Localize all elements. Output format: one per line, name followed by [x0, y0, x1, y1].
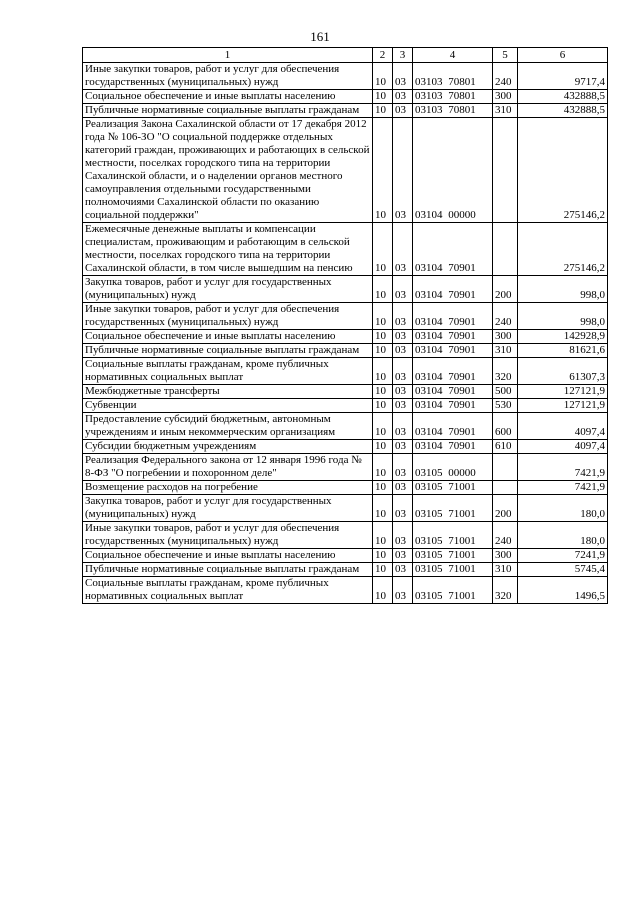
expense-name-cell: Возмещение расходов на погребение: [83, 481, 373, 495]
table-row: [83, 344, 608, 358]
table-row: [83, 563, 608, 577]
expense-name-cell: Социальное обеспечение и иные выплаты населению: [83, 549, 373, 563]
budget-table: [82, 47, 608, 604]
expense-type-cell: 530: [493, 399, 518, 413]
expense-name-cell: Публичные нормативные социальные выплаты гражданам: [83, 104, 373, 118]
section-cell: 10: [373, 522, 393, 549]
subsection-cell: 03: [393, 358, 413, 385]
target-code-cell: 03103 70801: [413, 90, 493, 104]
target-code-cell: 03104 70901: [413, 358, 493, 385]
expense-type-cell: 600: [493, 413, 518, 440]
target-code-cell: 03105 71001: [413, 563, 493, 577]
section-cell: 10: [373, 577, 393, 604]
table-row: [83, 223, 608, 276]
amount-cell: 998,0: [518, 276, 608, 303]
subsection-cell: 03: [393, 522, 413, 549]
target-code-cell: 03105 71001: [413, 522, 493, 549]
subsection-cell: 03: [393, 413, 413, 440]
expense-type-cell: 240: [493, 63, 518, 90]
table-row: [83, 104, 608, 118]
expense-type-cell: 200: [493, 495, 518, 522]
expense-type-cell: 310: [493, 104, 518, 118]
amount-cell: 127121,9: [518, 399, 608, 413]
expense-type-cell: 310: [493, 563, 518, 577]
expense-name-cell: Социальное обеспечение и иные выплаты населению: [83, 90, 373, 104]
expense-name-cell: Ежемесячные денежные выплаты и компенсации специалистам, проживающим и работающим в сельской местности, поселках городского типа на территории Сахалинской области, в том числе вышедшим на пенсию: [83, 223, 373, 276]
expense-type-cell: 500: [493, 385, 518, 399]
expense-name-cell: Субсидии бюджетным учреждениям: [83, 440, 373, 454]
amount-cell: 7421,9: [518, 454, 608, 481]
column-header: 6: [518, 48, 608, 63]
section-cell: 10: [373, 276, 393, 303]
subsection-cell: 03: [393, 276, 413, 303]
section-cell: 10: [373, 303, 393, 330]
column-header: 2: [373, 48, 393, 63]
amount-cell: 142928,9: [518, 330, 608, 344]
target-code-cell: 03105 00000: [413, 454, 493, 481]
target-code-cell: 03104 70901: [413, 440, 493, 454]
section-cell: 10: [373, 63, 393, 90]
table-row: [83, 454, 608, 481]
subsection-cell: 03: [393, 344, 413, 358]
expense-name-cell: Предоставление субсидий бюджетным, автономным учреждениям и иным некоммерческим организациям: [83, 413, 373, 440]
section-cell: 10: [373, 549, 393, 563]
table-row: [83, 276, 608, 303]
expense-name-cell: Публичные нормативные социальные выплаты гражданам: [83, 563, 373, 577]
section-cell: 10: [373, 413, 393, 440]
subsection-cell: 03: [393, 303, 413, 330]
subsection-cell: 03: [393, 223, 413, 276]
amount-cell: 275146,2: [518, 118, 608, 223]
subsection-cell: 03: [393, 104, 413, 118]
amount-cell: 4097,4: [518, 413, 608, 440]
amount-cell: 432888,5: [518, 104, 608, 118]
expense-type-cell: 300: [493, 549, 518, 563]
target-code-cell: 03105 71001: [413, 577, 493, 604]
amount-cell: 9717,4: [518, 63, 608, 90]
expense-type-cell: [493, 454, 518, 481]
amount-cell: 81621,6: [518, 344, 608, 358]
target-code-cell: 03104 70901: [413, 330, 493, 344]
expense-name-cell: Закупка товаров, работ и услуг для государственных (муниципальных) нужд: [83, 276, 373, 303]
table-row: [83, 549, 608, 563]
expense-type-cell: [493, 223, 518, 276]
amount-cell: 180,0: [518, 495, 608, 522]
table-body: [83, 63, 608, 604]
expense-name-cell: Иные закупки товаров, работ и услуг для обеспечения государственных (муниципальных) нужд: [83, 522, 373, 549]
amount-cell: 432888,5: [518, 90, 608, 104]
section-cell: 10: [373, 399, 393, 413]
section-cell: 10: [373, 440, 393, 454]
table-header-row: [83, 48, 608, 63]
expense-name-cell: Социальные выплаты гражданам, кроме публичных нормативных социальных выплат: [83, 358, 373, 385]
target-code-cell: 03105 71001: [413, 549, 493, 563]
expense-type-cell: 310: [493, 344, 518, 358]
table-row: [83, 303, 608, 330]
expense-name-cell: Закупка товаров, работ и услуг для государственных (муниципальных) нужд: [83, 495, 373, 522]
section-cell: 10: [373, 330, 393, 344]
section-cell: 10: [373, 223, 393, 276]
target-code-cell: 03105 71001: [413, 481, 493, 495]
subsection-cell: 03: [393, 385, 413, 399]
amount-cell: 1496,5: [518, 577, 608, 604]
expense-type-cell: [493, 481, 518, 495]
subsection-cell: 03: [393, 563, 413, 577]
expense-type-cell: 240: [493, 522, 518, 549]
expense-name-cell: Иные закупки товаров, работ и услуг для обеспечения государственных (муниципальных) нужд: [83, 303, 373, 330]
subsection-cell: 03: [393, 495, 413, 522]
amount-cell: 7421,9: [518, 481, 608, 495]
expense-type-cell: 320: [493, 358, 518, 385]
subsection-cell: 03: [393, 549, 413, 563]
table-row: [83, 385, 608, 399]
subsection-cell: 03: [393, 63, 413, 90]
table-row: [83, 522, 608, 549]
table-row: [83, 495, 608, 522]
subsection-cell: 03: [393, 440, 413, 454]
expense-type-cell: [493, 118, 518, 223]
amount-cell: 998,0: [518, 303, 608, 330]
amount-cell: 4097,4: [518, 440, 608, 454]
target-code-cell: 03104 70901: [413, 413, 493, 440]
target-code-cell: 03104 00000: [413, 118, 493, 223]
table-row: [83, 90, 608, 104]
expense-name-cell: Субвенции: [83, 399, 373, 413]
expense-name-cell: Социальные выплаты гражданам, кроме публичных нормативных социальных выплат: [83, 577, 373, 604]
target-code-cell: 03103 70801: [413, 104, 493, 118]
table-row: [83, 481, 608, 495]
target-code-cell: 03104 70901: [413, 223, 493, 276]
target-code-cell: 03104 70901: [413, 344, 493, 358]
expense-type-cell: 300: [493, 330, 518, 344]
section-cell: 10: [373, 481, 393, 495]
subsection-cell: 03: [393, 481, 413, 495]
target-code-cell: 03103 70801: [413, 63, 493, 90]
page-number: 161: [310, 29, 330, 44]
expense-name-cell: Межбюджетные трансферты: [83, 385, 373, 399]
expense-name-cell: Реализация Закона Сахалинской области от 17 декабря 2012 года № 106-ЗО "О социальной поддержке отдельных категорий граждан, проживающих и работающих в сельской местности, поселках городского типа на территории Сахалинской области, и о наделении органов местного самоуправления отдельными государственными полномочиями Сахалинской области по оказанию социальной поддержки": [83, 118, 373, 223]
section-cell: 10: [373, 90, 393, 104]
amount-cell: 61307,3: [518, 358, 608, 385]
expense-type-cell: 610: [493, 440, 518, 454]
section-cell: 10: [373, 344, 393, 358]
section-cell: 10: [373, 495, 393, 522]
table-row: [83, 118, 608, 223]
column-header: 1: [83, 48, 373, 63]
expense-type-cell: 320: [493, 577, 518, 604]
column-header: 5: [493, 48, 518, 63]
column-header: 3: [393, 48, 413, 63]
table-row: [83, 358, 608, 385]
table-row: [83, 63, 608, 90]
expense-name-cell: Реализация Федерального закона от 12 января 1996 года № 8-ФЗ "О погребении и похоронном деле": [83, 454, 373, 481]
subsection-cell: 03: [393, 90, 413, 104]
table-row: [83, 330, 608, 344]
amount-cell: 7241,9: [518, 549, 608, 563]
table-row: [83, 413, 608, 440]
expense-name-cell: Иные закупки товаров, работ и услуг для обеспечения государственных (муниципальных) нужд: [83, 63, 373, 90]
section-cell: 10: [373, 454, 393, 481]
table-row: [83, 440, 608, 454]
section-cell: 10: [373, 118, 393, 223]
target-code-cell: 03104 70901: [413, 276, 493, 303]
expense-type-cell: 240: [493, 303, 518, 330]
amount-cell: 5745,4: [518, 563, 608, 577]
table-row: [83, 577, 608, 604]
subsection-cell: 03: [393, 399, 413, 413]
section-cell: 10: [373, 385, 393, 399]
section-cell: 10: [373, 563, 393, 577]
expense-type-cell: 200: [493, 276, 518, 303]
amount-cell: 180,0: [518, 522, 608, 549]
column-header: 4: [413, 48, 493, 63]
subsection-cell: 03: [393, 330, 413, 344]
subsection-cell: 03: [393, 118, 413, 223]
target-code-cell: 03104 70901: [413, 303, 493, 330]
target-code-cell: 03104 70901: [413, 399, 493, 413]
table-row: [83, 399, 608, 413]
subsection-cell: 03: [393, 577, 413, 604]
section-cell: 10: [373, 358, 393, 385]
section-cell: 10: [373, 104, 393, 118]
target-code-cell: 03104 70901: [413, 385, 493, 399]
expense-type-cell: 300: [493, 90, 518, 104]
amount-cell: 127121,9: [518, 385, 608, 399]
amount-cell: 275146,2: [518, 223, 608, 276]
subsection-cell: 03: [393, 454, 413, 481]
expense-name-cell: Социальное обеспечение и иные выплаты населению: [83, 330, 373, 344]
expense-name-cell: Публичные нормативные социальные выплаты гражданам: [83, 344, 373, 358]
target-code-cell: 03105 71001: [413, 495, 493, 522]
